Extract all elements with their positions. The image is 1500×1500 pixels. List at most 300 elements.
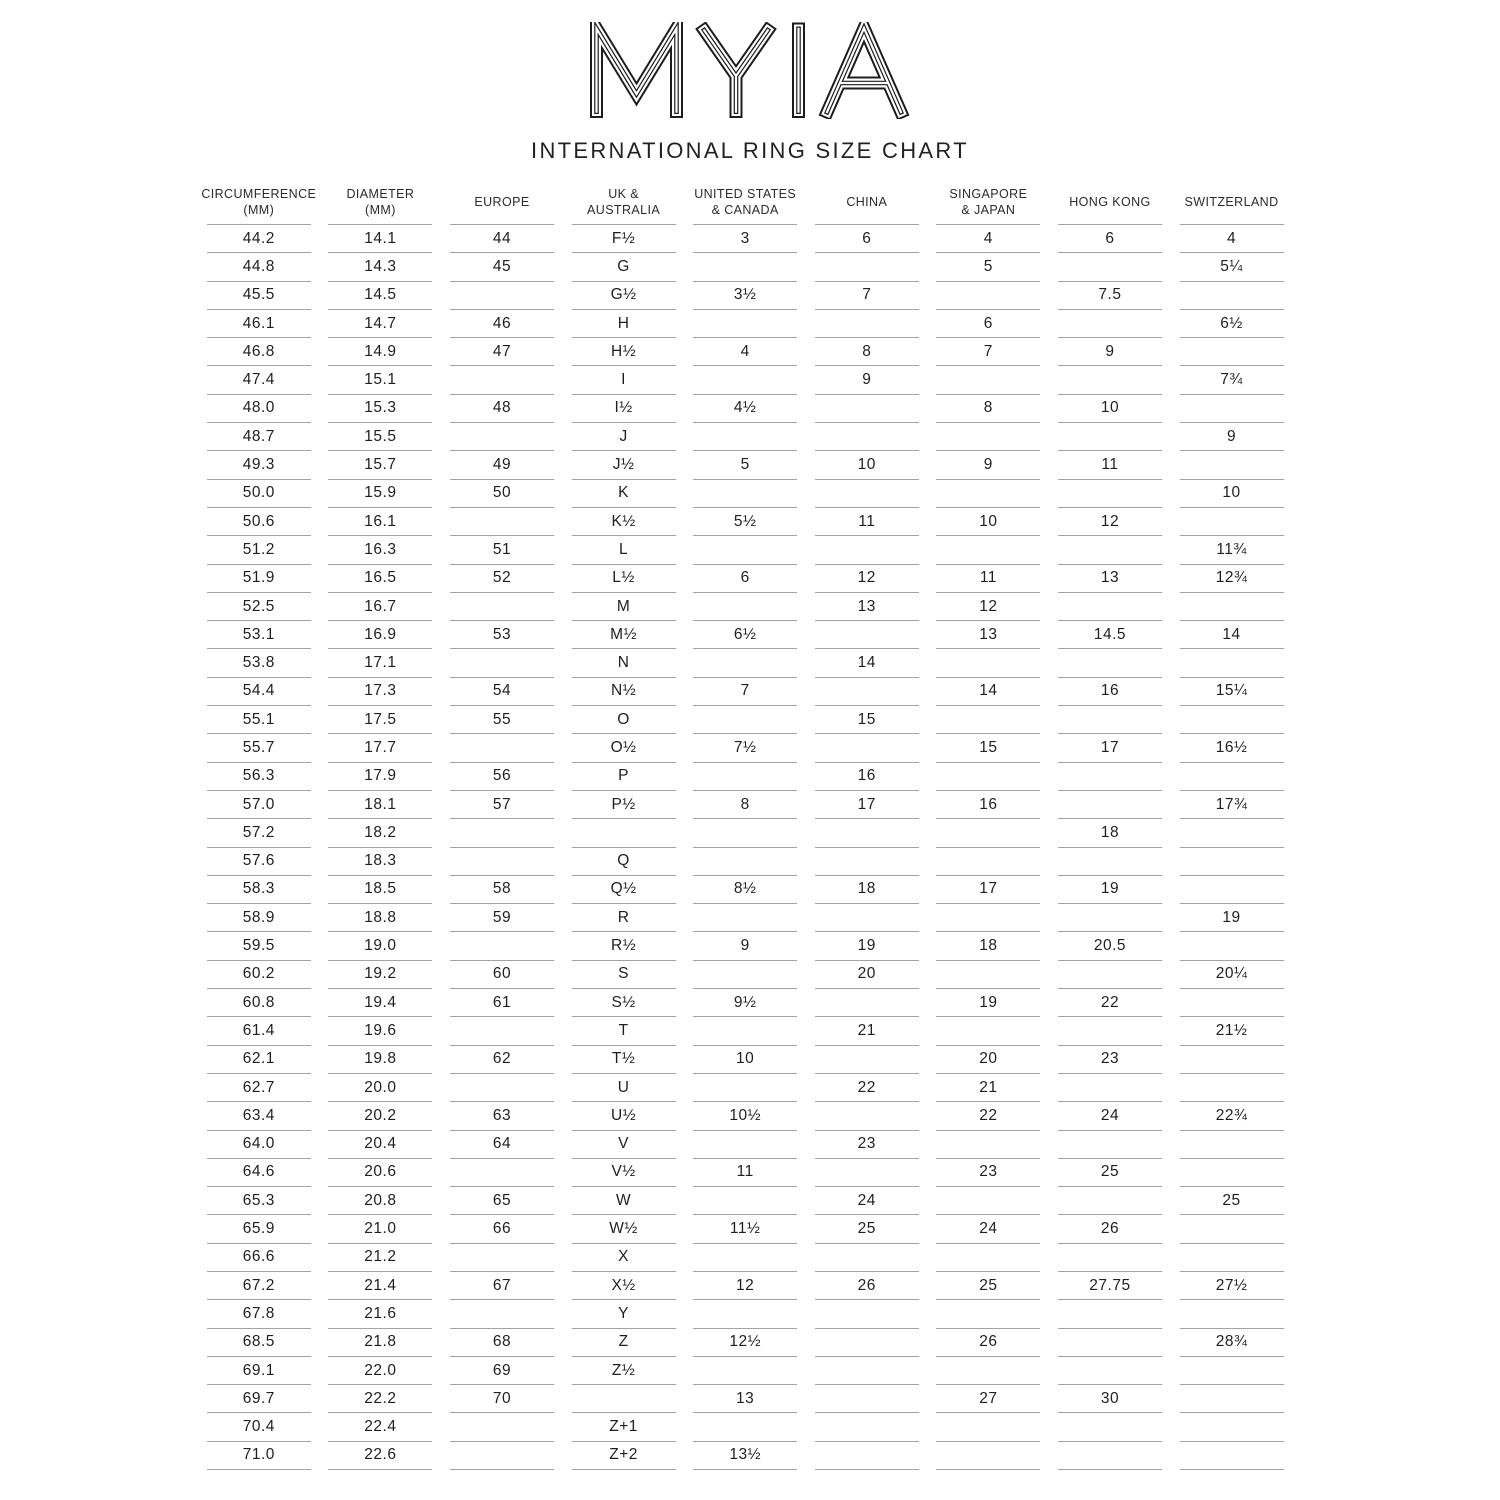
size-cell: 62.7	[207, 1074, 311, 1102]
size-cell: 57	[450, 791, 554, 819]
column-header-label: DIAMETER	[346, 186, 415, 201]
size-cell: P½	[572, 791, 676, 819]
size-cell: 14.9	[328, 338, 432, 366]
size-cell: 18.5	[328, 876, 432, 904]
size-cell: 20.0	[328, 1074, 432, 1102]
size-cell: 16½	[1180, 734, 1284, 762]
size-cell	[693, 961, 797, 989]
size-cell: 21.2	[328, 1244, 432, 1272]
size-cell: 51.2	[207, 536, 311, 564]
size-cell: 9	[1058, 338, 1162, 366]
size-cell: 5	[693, 451, 797, 479]
size-cell	[815, 678, 919, 706]
size-cell: 45	[450, 253, 554, 281]
size-cell	[815, 395, 919, 423]
size-cell: 50.0	[207, 480, 311, 508]
size-cell	[1058, 480, 1162, 508]
size-cell: 66.6	[207, 1244, 311, 1272]
size-cell	[1180, 1357, 1284, 1385]
size-cell: 69	[450, 1357, 554, 1385]
size-cell: 18.2	[328, 819, 432, 847]
size-cell	[936, 366, 1040, 394]
size-cell: 25	[1180, 1187, 1284, 1215]
size-cell: 63	[450, 1102, 554, 1130]
size-cell	[1180, 1244, 1284, 1272]
size-cell: 17.5	[328, 706, 432, 734]
size-cell	[1180, 1046, 1284, 1074]
size-cell: 10	[693, 1046, 797, 1074]
size-cell	[1058, 1300, 1162, 1328]
size-cell: 7½	[693, 734, 797, 762]
size-cell: 11	[815, 508, 919, 536]
size-cell	[1058, 1131, 1162, 1159]
size-cell: I	[572, 366, 676, 394]
size-cell: 7	[936, 338, 1040, 366]
size-cell	[936, 1300, 1040, 1328]
size-cell: 14.1	[328, 225, 432, 253]
size-cell: J½	[572, 451, 676, 479]
size-cell: 13½	[693, 1442, 797, 1470]
size-cell: 23	[1058, 1046, 1162, 1074]
size-cell	[936, 423, 1040, 451]
size-cell: 62.1	[207, 1046, 311, 1074]
size-cell	[1180, 1385, 1284, 1413]
column-header-label: SINGAPORE	[949, 186, 1028, 201]
ring-size-table	[198, 180, 1292, 1470]
size-cell	[693, 819, 797, 847]
size-cell: 5	[936, 253, 1040, 281]
size-cell: 4	[936, 225, 1040, 253]
size-cell: 47.4	[207, 366, 311, 394]
size-cell: 15.7	[328, 451, 432, 479]
size-cell	[815, 536, 919, 564]
size-cell	[1058, 1187, 1162, 1215]
column-header-subline: AUSTRALIA	[587, 203, 661, 217]
size-cell	[1058, 961, 1162, 989]
size-cell	[1058, 423, 1162, 451]
size-cell: 7	[693, 678, 797, 706]
size-cell: 46.8	[207, 338, 311, 366]
size-cell: R½	[572, 932, 676, 960]
size-cell: 14.3	[328, 253, 432, 281]
size-cell: 21.0	[328, 1215, 432, 1243]
size-cell: 55	[450, 706, 554, 734]
size-cell	[1180, 932, 1284, 960]
size-cell	[815, 253, 919, 281]
column-header-subline: (MM)	[365, 203, 396, 217]
size-cell: 19	[1180, 904, 1284, 932]
size-cell: 48.0	[207, 395, 311, 423]
size-cell	[815, 480, 919, 508]
column-header	[201, 180, 317, 225]
size-cell: G½	[572, 282, 676, 310]
size-cell	[1180, 876, 1284, 904]
size-cell: 14	[815, 649, 919, 677]
size-cell: S	[572, 961, 676, 989]
size-cell: 16.1	[328, 508, 432, 536]
size-cell: 26	[815, 1272, 919, 1300]
size-cell: 17	[1058, 734, 1162, 762]
size-cell	[693, 1187, 797, 1215]
size-cell	[936, 961, 1040, 989]
size-cell: 15.9	[328, 480, 432, 508]
size-cell: 3	[693, 225, 797, 253]
size-cell: 22¾	[1180, 1102, 1284, 1130]
size-cell	[450, 1413, 554, 1441]
size-cell: 59	[450, 904, 554, 932]
size-cell: M	[572, 593, 676, 621]
size-cell	[936, 1442, 1040, 1470]
size-cell: 57.6	[207, 848, 311, 876]
size-cell: 12	[936, 593, 1040, 621]
size-cell: Q½	[572, 876, 676, 904]
size-cell	[815, 1413, 919, 1441]
size-cell: 64.0	[207, 1131, 311, 1159]
size-cell	[1180, 1442, 1284, 1470]
size-cell	[1180, 706, 1284, 734]
column-header-label: EUROPE	[474, 194, 530, 209]
size-cell	[693, 1074, 797, 1102]
size-cell: 45.5	[207, 282, 311, 310]
size-cell	[936, 1131, 1040, 1159]
size-cell: 52	[450, 565, 554, 593]
size-cell: 44.2	[207, 225, 311, 253]
size-cell	[815, 621, 919, 649]
size-cell: 58	[450, 876, 554, 904]
size-cell	[815, 1159, 919, 1187]
size-cell	[936, 848, 1040, 876]
size-cell: 22	[936, 1102, 1040, 1130]
size-cell: I½	[572, 395, 676, 423]
size-cell: 61	[450, 989, 554, 1017]
size-cell: 59.5	[207, 932, 311, 960]
column-header	[1058, 180, 1162, 225]
size-cell: 65.3	[207, 1187, 311, 1215]
size-cell: 17.1	[328, 649, 432, 677]
size-cell: 12	[693, 1272, 797, 1300]
size-cell	[693, 310, 797, 338]
column-header-label: UK &	[608, 186, 639, 201]
size-cell: Z+1	[572, 1413, 676, 1441]
size-cell: 9½	[693, 989, 797, 1017]
size-cell: 60.8	[207, 989, 311, 1017]
size-cell: 30	[1058, 1385, 1162, 1413]
size-cell	[1058, 904, 1162, 932]
size-cell	[936, 1357, 1040, 1385]
size-cell: X½	[572, 1272, 676, 1300]
size-cell	[693, 706, 797, 734]
size-cell	[815, 1385, 919, 1413]
size-cell	[572, 819, 676, 847]
size-cell	[450, 1244, 554, 1272]
size-cell	[1058, 310, 1162, 338]
size-cell	[1058, 706, 1162, 734]
size-cell: 48.7	[207, 423, 311, 451]
size-cell: 16.7	[328, 593, 432, 621]
size-cell: 15¼	[1180, 678, 1284, 706]
size-cell: 64	[450, 1131, 554, 1159]
size-cell: 46.1	[207, 310, 311, 338]
size-cell: 21½	[1180, 1017, 1284, 1045]
size-cell	[1180, 763, 1284, 791]
size-cell	[815, 310, 919, 338]
size-cell: 56.3	[207, 763, 311, 791]
size-cell	[936, 1244, 1040, 1272]
size-cell	[450, 932, 554, 960]
size-cell: 11¾	[1180, 536, 1284, 564]
size-cell	[1180, 508, 1284, 536]
size-cell	[1180, 282, 1284, 310]
size-cell: 16	[936, 791, 1040, 819]
size-cell: 20	[815, 961, 919, 989]
size-cell	[1180, 1131, 1284, 1159]
size-cell	[936, 1017, 1040, 1045]
size-cell: 28¾	[1180, 1329, 1284, 1357]
size-cell: S½	[572, 989, 676, 1017]
size-cell	[1058, 1244, 1162, 1272]
size-cell	[815, 1442, 919, 1470]
size-cell	[693, 423, 797, 451]
column-header	[1180, 180, 1284, 225]
size-cell: 20.5	[1058, 932, 1162, 960]
size-cell	[815, 848, 919, 876]
size-cell: U	[572, 1074, 676, 1102]
size-cell	[693, 1244, 797, 1272]
size-cell: W½	[572, 1215, 676, 1243]
size-cell: 60.2	[207, 961, 311, 989]
size-cell: 22.0	[328, 1357, 432, 1385]
size-cell: L	[572, 536, 676, 564]
column-header-label: SWITZERLAND	[1184, 194, 1279, 209]
column-header-subline: & JAPAN	[961, 203, 1016, 217]
size-cell	[1180, 1215, 1284, 1243]
size-cell: Z+2	[572, 1442, 676, 1470]
size-cell	[936, 1413, 1040, 1441]
size-cell: 18	[815, 876, 919, 904]
column-header	[693, 180, 797, 225]
size-cell: 48	[450, 395, 554, 423]
size-cell: 50.6	[207, 508, 311, 536]
size-cell	[1180, 848, 1284, 876]
size-cell: 21	[936, 1074, 1040, 1102]
size-cell: 22.2	[328, 1385, 432, 1413]
size-cell	[693, 536, 797, 564]
size-cell: K½	[572, 508, 676, 536]
logo-hollow-stroke	[597, 25, 903, 117]
size-cell	[693, 480, 797, 508]
size-cell: 67	[450, 1272, 554, 1300]
size-cell: 17.9	[328, 763, 432, 791]
size-cell	[1180, 395, 1284, 423]
size-cell	[450, 734, 554, 762]
size-cell: 60	[450, 961, 554, 989]
myia-logo	[590, 22, 910, 119]
size-cell: 19	[1058, 876, 1162, 904]
size-cell: 57.0	[207, 791, 311, 819]
size-cell: X	[572, 1244, 676, 1272]
size-cell	[815, 904, 919, 932]
size-cell	[1058, 1017, 1162, 1045]
size-cell: 22	[815, 1074, 919, 1102]
size-cell: 27½	[1180, 1272, 1284, 1300]
size-cell	[450, 282, 554, 310]
size-cell: 67.8	[207, 1300, 311, 1328]
size-cell	[815, 1046, 919, 1074]
column-header-label: CIRCUMFERENCE	[201, 186, 317, 201]
column-header	[572, 180, 676, 225]
size-cell	[1180, 649, 1284, 677]
size-cell	[450, 1300, 554, 1328]
size-cell: 14.5	[328, 282, 432, 310]
size-cell: F½	[572, 225, 676, 253]
size-cell: P	[572, 763, 676, 791]
size-cell: 6½	[1180, 310, 1284, 338]
size-cell: Q	[572, 848, 676, 876]
size-cell: V½	[572, 1159, 676, 1187]
size-cell	[936, 819, 1040, 847]
size-cell	[1058, 1357, 1162, 1385]
column-header-label: UNITED STATES	[694, 186, 797, 201]
size-cell: 6	[1058, 225, 1162, 253]
size-cell	[1180, 1074, 1284, 1102]
size-cell	[1058, 649, 1162, 677]
size-cell: O	[572, 706, 676, 734]
size-cell: T	[572, 1017, 676, 1045]
size-cell: 52.5	[207, 593, 311, 621]
size-cell: 19.8	[328, 1046, 432, 1074]
size-cell: 15.3	[328, 395, 432, 423]
column-header	[450, 180, 554, 225]
size-cell: 46	[450, 310, 554, 338]
size-cell: 11	[1058, 451, 1162, 479]
size-cell: 50	[450, 480, 554, 508]
size-cell: 7	[815, 282, 919, 310]
size-cell: 3½	[693, 282, 797, 310]
size-cell: 15.1	[328, 366, 432, 394]
size-cell: 44	[450, 225, 554, 253]
size-cell: 19.4	[328, 989, 432, 1017]
size-cell	[693, 904, 797, 932]
size-cell: 11	[693, 1159, 797, 1187]
size-cell: 9	[815, 366, 919, 394]
size-cell: H½	[572, 338, 676, 366]
size-cell	[1180, 989, 1284, 1017]
size-cell: 13	[693, 1385, 797, 1413]
size-cell: 23	[815, 1131, 919, 1159]
size-cell: 16.3	[328, 536, 432, 564]
size-cell: 23	[936, 1159, 1040, 1187]
size-cell: 4½	[693, 395, 797, 423]
size-cell: 66	[450, 1215, 554, 1243]
size-cell: 69.1	[207, 1357, 311, 1385]
size-cell	[693, 763, 797, 791]
size-cell: 20¼	[1180, 961, 1284, 989]
size-cell: 8	[815, 338, 919, 366]
size-cell: 22.4	[328, 1413, 432, 1441]
size-cell	[450, 423, 554, 451]
size-cell: 19	[815, 932, 919, 960]
size-cell	[1058, 1329, 1162, 1357]
size-cell: 67.2	[207, 1272, 311, 1300]
size-cell: N	[572, 649, 676, 677]
size-cell	[693, 593, 797, 621]
size-cell: 25	[936, 1272, 1040, 1300]
size-cell: 6	[815, 225, 919, 253]
size-cell: 19	[936, 989, 1040, 1017]
size-cell: 71.0	[207, 1442, 311, 1470]
size-cell: 10	[1180, 480, 1284, 508]
size-cell: U½	[572, 1102, 676, 1130]
size-cell: 69.7	[207, 1385, 311, 1413]
size-cell: 4	[1180, 225, 1284, 253]
size-cell: 10	[1058, 395, 1162, 423]
size-cell	[450, 366, 554, 394]
size-cell: 9	[1180, 423, 1284, 451]
size-cell	[450, 1159, 554, 1187]
size-cell	[936, 649, 1040, 677]
size-cell: 24	[1058, 1102, 1162, 1130]
size-cell	[450, 649, 554, 677]
size-cell: 47	[450, 338, 554, 366]
size-cell: 5½	[693, 508, 797, 536]
size-cell: 57.2	[207, 819, 311, 847]
size-cell: 70	[450, 1385, 554, 1413]
size-cell: 22	[1058, 989, 1162, 1017]
column-header-label: HONG KONG	[1069, 194, 1151, 209]
size-cell: 16.5	[328, 565, 432, 593]
size-cell	[936, 763, 1040, 791]
size-cell	[1058, 536, 1162, 564]
size-cell: O½	[572, 734, 676, 762]
size-cell: 26	[1058, 1215, 1162, 1243]
size-cell	[1180, 819, 1284, 847]
size-cell: 13	[936, 621, 1040, 649]
size-cell: 18.8	[328, 904, 432, 932]
size-cell	[1180, 593, 1284, 621]
size-cell: 17.3	[328, 678, 432, 706]
size-cell: 25	[1058, 1159, 1162, 1187]
size-cell: 61.4	[207, 1017, 311, 1045]
column-header-subline: & CANADA	[711, 203, 779, 217]
size-cell: 6	[693, 565, 797, 593]
size-cell: 65	[450, 1187, 554, 1215]
size-cell: 13	[815, 593, 919, 621]
size-cell: 14.7	[328, 310, 432, 338]
size-cell: 9	[936, 451, 1040, 479]
size-cell	[450, 1442, 554, 1470]
size-cell: Z	[572, 1329, 676, 1357]
size-cell	[1180, 338, 1284, 366]
size-cell	[815, 1102, 919, 1130]
size-cell: 4	[693, 338, 797, 366]
size-cell: 17¾	[1180, 791, 1284, 819]
size-cell	[450, 1017, 554, 1045]
size-cell: 65.9	[207, 1215, 311, 1243]
size-cell	[1058, 366, 1162, 394]
column-header-subline: (MM)	[243, 203, 275, 217]
size-cell: 20.4	[328, 1131, 432, 1159]
column-header-label: CHINA	[846, 194, 888, 209]
size-cell	[1058, 763, 1162, 791]
size-cell: 12	[1058, 508, 1162, 536]
size-cell	[815, 1357, 919, 1385]
size-cell: Y	[572, 1300, 676, 1328]
size-cell	[1058, 1074, 1162, 1102]
size-cell: 8	[936, 395, 1040, 423]
size-cell	[815, 1300, 919, 1328]
column-header	[815, 180, 919, 225]
size-cell: 51.9	[207, 565, 311, 593]
